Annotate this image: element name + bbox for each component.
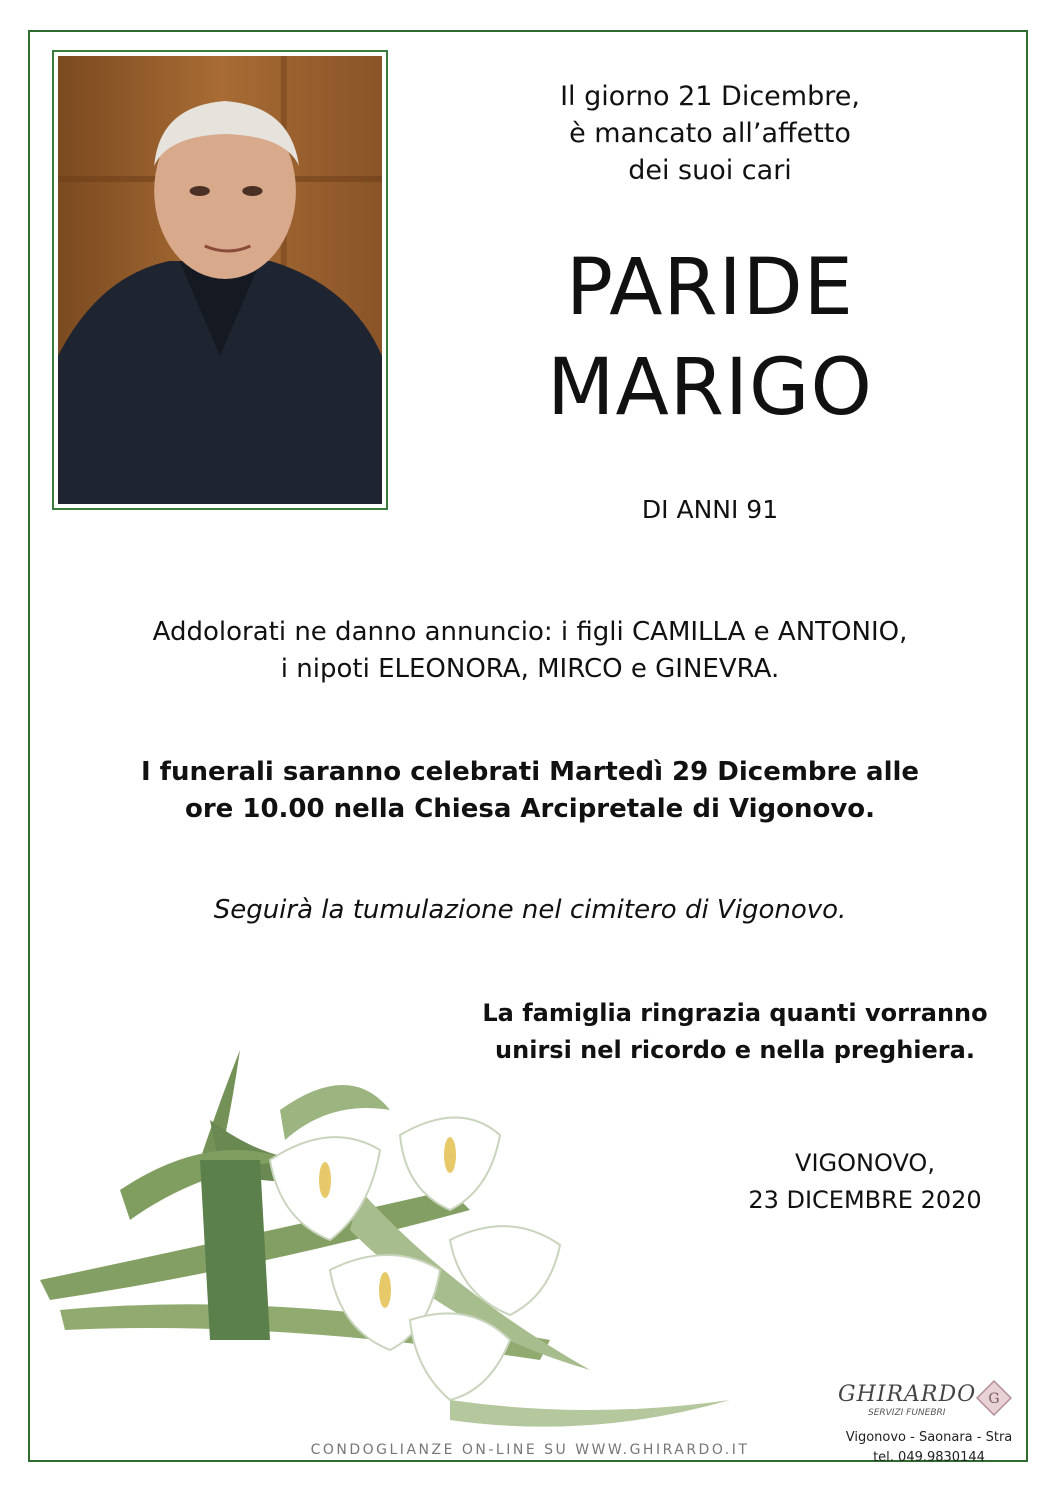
contact-locations: Vigonovo - Saonara - Stra bbox=[845, 1430, 1013, 1445]
intro-line-1: Il giorno 21 Dicembre, bbox=[560, 81, 860, 112]
place: VIGONOVO, bbox=[795, 1149, 935, 1177]
contact-phone: tel. 049.9830144 bbox=[873, 1450, 985, 1465]
ghirardo-logo bbox=[838, 1380, 1018, 1420]
condolences-footer: CONDOGLIANZE ON-LINE SU WWW.GHIRARDO.IT bbox=[310, 1442, 750, 1458]
logo-name: GHIRARDO bbox=[838, 1382, 977, 1407]
portrait-frame bbox=[52, 50, 388, 510]
logo-mark-letter: G bbox=[988, 1391, 1000, 1407]
announcement-line-2: i nipoti ELEONORA, MIRCO e GINEVRA. bbox=[280, 654, 780, 684]
announcement bbox=[60, 614, 1000, 688]
thanks-line-2: unirsi nel ricordo e nella preghiera. bbox=[495, 1036, 975, 1064]
intro-line-3: dei suoi cari bbox=[628, 155, 792, 186]
portrait-photo bbox=[58, 56, 382, 504]
diamond-logo-icon bbox=[976, 1380, 1012, 1416]
thanks-line-1: La famiglia ringrazia quanti vorranno bbox=[482, 999, 988, 1027]
funeral-line-1: I funerali saranno celebrati Martedì 29 Dicembre alle bbox=[140, 757, 920, 787]
age-text: DI ANNI 91 bbox=[641, 495, 779, 524]
announcement-line-1: Addolorati ne danno annuncio: i figli CAMILLA e ANTONIO, bbox=[152, 617, 908, 647]
intro-text bbox=[470, 78, 950, 189]
deceased-name bbox=[470, 238, 950, 438]
logo-subtitle: SERVIZI FUNEBRI bbox=[868, 1408, 946, 1418]
last-name: MARIGO bbox=[547, 343, 873, 433]
funeral-line-2: ore 10.00 nella Chiesa Arcipretale di Vigonovo. bbox=[184, 794, 876, 824]
intro-line-2: è mancato all’affetto bbox=[569, 118, 851, 149]
burial-info: Seguirà la tumulazione nel cimitero di Vigonovo. bbox=[213, 895, 847, 925]
contact-info bbox=[838, 1428, 1020, 1468]
date: 23 DICEMBRE 2020 bbox=[748, 1186, 982, 1214]
first-name: PARIDE bbox=[566, 243, 854, 333]
funeral-info bbox=[60, 754, 1000, 828]
calla-lily-bouquet-image bbox=[30, 1040, 820, 1460]
